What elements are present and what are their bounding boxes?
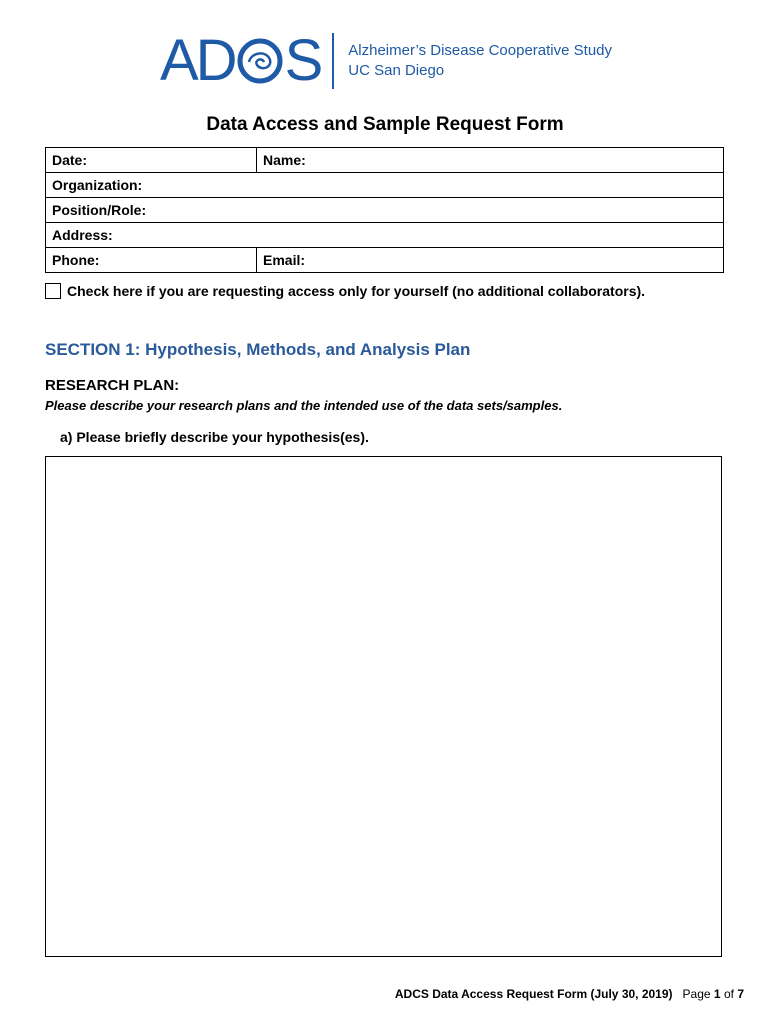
research-plan-heading: RESEARCH PLAN: [45,377,180,394]
brain-swirl-icon [237,38,283,84]
phone-label: Phone: [52,252,100,268]
footer-of-label: of [723,987,734,1001]
research-plan-instructions: Please describe your research plans and the intended use of the data sets/samples. [45,398,563,413]
date-field[interactable] [46,148,257,173]
position-field[interactable] [46,198,724,223]
position-label: Position/Role: [52,202,147,218]
email-field[interactable] [257,248,724,273]
footer-form-name: ADCS Data Access Request Form (July 30, 2019) [394,987,673,1001]
adcs-logo [160,30,612,92]
logo-line-2: UC San Diego [348,62,445,79]
logo-line-1: Alzheimer’s Disease Cooperative Study [348,42,613,59]
organization-label: Organization: [52,177,143,193]
email-label: Email: [263,252,306,268]
footer-page-total: 7 [737,987,744,1001]
section-1-title: SECTION 1: Hypothesis, Methods, and Analysis Plan [45,340,471,359]
page-footer [395,987,744,1001]
hypothesis-answer-box[interactable] [45,456,722,957]
logo-text [348,41,612,81]
form-title: Data Access and Sample Request Form [206,114,564,135]
address-label: Address: [52,227,113,243]
footer-page-current: 1 [713,987,721,1001]
phone-field[interactable] [46,248,257,273]
self-only-checkbox[interactable] [45,283,61,299]
logo-divider [332,33,334,89]
self-only-label: Check here if you are requesting access only for yourself (no additional collaborators). [67,283,646,299]
footer-page-label: Page [682,987,711,1001]
applicant-info-table [45,147,724,273]
self-only-check-row [45,283,645,299]
address-field[interactable] [46,223,724,248]
date-label: Date: [52,152,88,168]
name-label: Name: [263,152,306,168]
organization-field[interactable] [46,173,724,198]
logo-mark: AD S [160,28,321,93]
name-field[interactable] [257,148,724,173]
question-a-label: a) Please briefly describe your hypothesis(es). [60,429,369,445]
